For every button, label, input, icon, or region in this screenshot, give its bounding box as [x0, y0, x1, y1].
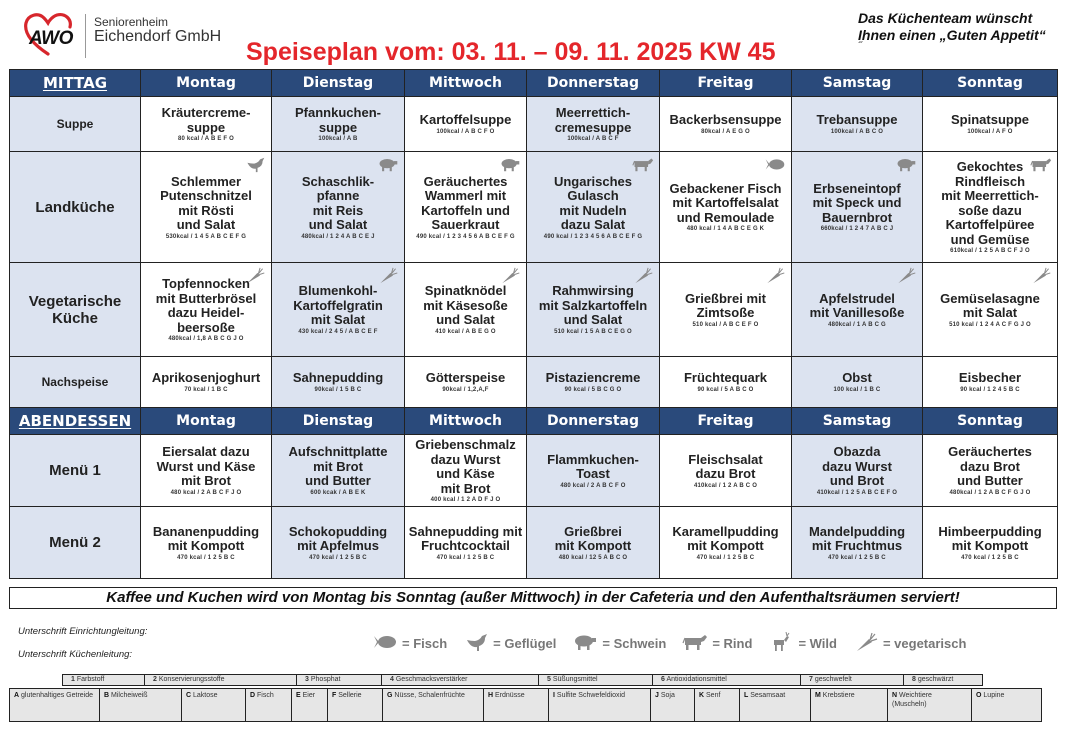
- carrot-icon: [377, 267, 399, 284]
- menu-table: [9, 69, 1058, 579]
- dish-nutrition-info: 660kcal / 1 2 4 7 A B C J: [820, 226, 894, 233]
- lunch-section-label: MITTAG: [10, 70, 141, 97]
- dish-nutrition-info: 470 kcal / 1 2 5 B C: [828, 554, 886, 561]
- day-header-freitag: Freitag: [660, 70, 792, 97]
- menu-cell-montag: [141, 97, 272, 152]
- pig-icon: [572, 632, 598, 655]
- dish-name: Trebansuppe: [816, 112, 898, 128]
- allergen-item: [695, 689, 740, 721]
- allergen-code: J: [655, 692, 659, 699]
- dish-name: Spinatsuppe: [950, 112, 1029, 128]
- dish-name: Sahnepudding mit Fruchtcocktail: [408, 523, 523, 553]
- additive-item: [297, 675, 382, 685]
- menu-cell-samstag: [792, 507, 923, 579]
- cow-icon: [682, 632, 708, 655]
- allergen-code: C: [186, 692, 192, 699]
- allergen-label: Sesamsaat: [750, 692, 786, 699]
- allergen-code: H: [488, 692, 494, 699]
- dish-nutrition-info: 490 kcal / 1 2 3 4 5 6 A B C E F G: [416, 233, 515, 240]
- dish-name: Schokopudding mit Apfelmus: [288, 523, 388, 553]
- allergen-code: A: [14, 692, 20, 699]
- dish-name: Aufschnittplatte mit Brot und Butter: [288, 444, 388, 489]
- menu-cell-mittwoch: [405, 357, 527, 408]
- greeting-extra: ˝: [858, 41, 862, 52]
- dish-name: Gebackener Fisch mit Kartoffelsalat und Remoulade: [669, 180, 782, 225]
- menu-cell-donnerstag: [527, 97, 660, 152]
- legend-item: [463, 632, 556, 655]
- pig-icon: [499, 156, 521, 173]
- allergen-code: B: [104, 692, 110, 699]
- awo-logo: [22, 12, 222, 58]
- menu-row: [10, 97, 1058, 152]
- menu-cell-mittwoch: [405, 263, 527, 357]
- page-title: Speiseplan vom: 03. 11. – 09. 11. 2025 KW 45: [246, 38, 776, 66]
- icon-legend: [372, 632, 976, 655]
- org-line2: Eichendorf GmbH: [94, 28, 222, 45]
- allergen-label: Fisch: [257, 692, 274, 699]
- dish-nutrition-info: 480 kcal / 2 A B C F O: [560, 482, 626, 489]
- row-label: [10, 357, 141, 408]
- dish-nutrition-info: 530kcal / 1 4 5 A B C E F G: [165, 233, 247, 240]
- menu-cell-dienstag: [272, 152, 405, 263]
- allergen-code: M: [815, 692, 821, 699]
- dish-name: Pistaziencreme: [545, 370, 641, 386]
- legend-label: = Schwein: [602, 636, 667, 651]
- additive-item: [539, 675, 653, 685]
- legend-label: = Wild: [798, 636, 837, 651]
- menu-row: [10, 435, 1058, 507]
- dish-nutrition-info: 490 kcal / 1 2 3 4 5 6 A B C E F G: [543, 233, 643, 240]
- lunch-header-row: [10, 70, 1058, 97]
- dish-nutrition-info: 480kcal / 1,8 A B C G J O: [168, 336, 244, 342]
- legend-label: = Fisch: [402, 636, 448, 651]
- dish-nutrition-info: 100kcal / A B C F O: [436, 128, 495, 135]
- additive-label: Phosphat: [310, 676, 341, 683]
- allergen-item: [10, 689, 100, 721]
- additive-code: 2: [153, 676, 157, 683]
- dish-nutrition-info: 480 kcal / 2 A B C F J O: [170, 489, 242, 496]
- additive-label: Antioxidationsmittel: [666, 676, 727, 683]
- additive-label: Süßungsmittel: [552, 676, 598, 683]
- day-header-samstag: Samstag: [792, 70, 923, 97]
- allergen-item: [972, 689, 1041, 721]
- dish-nutrition-info: 510 kcal / 1 5 A B C E G O: [554, 328, 632, 335]
- menu-cell-montag: [141, 152, 272, 263]
- dish-name: Grießbrei mit Zimtsoße: [685, 290, 766, 320]
- row-label: [10, 507, 141, 579]
- deer-icon: [768, 632, 794, 655]
- menu-cell-samstag: [792, 152, 923, 263]
- allergen-label: Lupine: [983, 692, 1005, 699]
- additive-code: 8: [912, 676, 916, 683]
- dish-nutrition-info: 470 kcal / 1 2 5 B C: [177, 554, 235, 561]
- dish-nutrition-info: 100kcal / A B: [318, 136, 358, 142]
- menu-cell-dienstag: [272, 435, 405, 507]
- row-label: [10, 435, 141, 507]
- allergen-item: [182, 689, 246, 721]
- dish-nutrition-info: 100kcal / A B C F: [567, 136, 619, 142]
- dish-nutrition-info: 100 kcal / 1 B C: [833, 386, 881, 393]
- dish-name: Topfennocken mit Butterbrösel dazu Heidel- beersoße: [155, 276, 257, 335]
- row-label: [10, 263, 141, 357]
- additive-code: 6: [661, 676, 665, 683]
- dish-name: Grießbrei mit Kompott: [554, 523, 632, 553]
- menu-cell-mittwoch: [405, 507, 527, 579]
- menu-cell-samstag: [792, 357, 923, 408]
- menu-cell-freitag: [660, 97, 792, 152]
- logo-text: AWO: [29, 28, 73, 49]
- dish-nutrition-info: 510 kcal / 1 2 4 A C F G J O: [949, 321, 1031, 328]
- menu-cell-mittwoch: [405, 152, 527, 263]
- day-header-donnerstag: Donnerstag: [527, 70, 660, 97]
- dish-name: Eiersalat dazu Wurst und Käse mit Brot: [156, 444, 256, 489]
- menu-cell-freitag: [660, 263, 792, 357]
- dish-name: Apfelstrudel mit Vanillesoße: [809, 290, 905, 320]
- cow-icon: [1030, 156, 1052, 173]
- carrot-icon: [853, 632, 879, 655]
- greeting-line1: Das Küchenteam wünscht: [858, 10, 1033, 26]
- additives-table: [62, 674, 983, 686]
- menu-cell-freitag: [660, 152, 792, 263]
- allergen-code: D: [250, 692, 256, 699]
- cow-icon: [632, 156, 654, 173]
- legend-item: [572, 632, 666, 655]
- additive-item: [904, 675, 982, 685]
- dish-nutrition-info: 480kcal / 1 A B C G: [828, 321, 886, 328]
- menu-row: [10, 152, 1058, 263]
- menu-cell-dienstag: [272, 97, 405, 152]
- allergen-code: E: [296, 692, 301, 699]
- allergen-code: G: [387, 692, 393, 699]
- dish-nutrition-info: 600 kcak / A B E K: [310, 489, 366, 496]
- additive-label: geschwefelt: [814, 676, 852, 683]
- dish-nutrition-info: 90kcal / 1 5 B C: [314, 386, 362, 393]
- dish-nutrition-info: 610kcal / 1 2 5 A B C F J O: [950, 248, 1030, 254]
- menu-row: [10, 507, 1058, 579]
- dish-nutrition-info: 80 kcal / A B E F O: [177, 136, 235, 142]
- dish-nutrition-info: 90 kcal / 1 2 4 5 B C: [960, 386, 1020, 393]
- row-label-text: Nachspeise: [41, 374, 109, 389]
- dish-name: Himbeerpudding mit Kompott: [938, 523, 1042, 553]
- dish-nutrition-info: 400 kcal / 1 2 A D F J O: [430, 497, 501, 503]
- allergen-label: Krebstiere: [822, 692, 855, 699]
- menu-cell-dienstag: [272, 263, 405, 357]
- dish-nutrition-info: 90 kcal / 5 A B C O: [697, 386, 754, 393]
- menu-cell-sonntag: [923, 97, 1058, 152]
- allergen-item: [740, 689, 811, 721]
- menu-cell-montag: [141, 263, 272, 357]
- greeting-line2: Ihnen einen „Guten Appetit“: [858, 27, 1046, 43]
- dish-name: Früchtequark: [683, 370, 768, 386]
- dish-name: Ungarisches Gulasch mit Nudeln dazu Salat: [553, 173, 633, 232]
- dish-nutrition-info: 480 kcal / 1 4 A B C E G K: [686, 226, 765, 233]
- dish-name: Götterspeise: [425, 370, 506, 386]
- dish-name: Aprikosenjoghurt: [151, 370, 261, 386]
- menu-cell-freitag: [660, 435, 792, 507]
- allergen-item: [811, 689, 888, 721]
- signature-facility-manager: Unterschrift Einrichtungleitung:: [18, 626, 148, 637]
- menu-row: [10, 263, 1058, 357]
- menu-cell-sonntag: [923, 507, 1058, 579]
- dish-name: Schlemmer Putenschnitzel mit Rösti und Salat: [160, 173, 252, 232]
- dish-nutrition-info: 70 kcal / 1 B C: [184, 386, 228, 393]
- legend-label: = Rind: [712, 636, 753, 651]
- pig-icon: [895, 156, 917, 173]
- dish-name: Schaschlik- pfanne mit Reis und Salat: [301, 173, 375, 232]
- dish-nutrition-info: 100kcal / A B C O: [830, 128, 884, 135]
- dish-nutrition-info: 470 kcal / 1 2 5 B C: [309, 554, 367, 561]
- allergen-label: Milcheiweiß: [111, 692, 148, 699]
- day-header-montag: Montag: [141, 70, 272, 97]
- dish-name: Pfannkuchen- suppe: [295, 105, 381, 135]
- legend-item: [853, 632, 966, 655]
- additive-code: 7: [809, 676, 813, 683]
- menu-cell-sonntag: [923, 357, 1058, 408]
- allergen-item: [292, 689, 328, 721]
- additive-label: geschwärzt: [917, 676, 954, 683]
- allergen-label: Soja: [660, 692, 675, 699]
- legend-label: = Geflügel: [493, 636, 557, 651]
- menu-cell-donnerstag: [527, 435, 660, 507]
- dish-name: Meerrettich- cremesuppe: [554, 105, 632, 135]
- dinner-header-row: [10, 408, 1058, 435]
- carrot-icon: [1030, 267, 1052, 284]
- row-label: [10, 152, 141, 263]
- dish-name: Kartoffelsuppe: [419, 112, 512, 128]
- additive-item: [801, 675, 904, 685]
- menu-cell-samstag: [792, 263, 923, 357]
- logo-divider: [85, 14, 86, 58]
- dish-name: Eisbecher: [958, 370, 1022, 386]
- menu-cell-montag: [141, 435, 272, 507]
- additive-code: 1: [71, 676, 75, 683]
- menu-cell-freitag: [660, 507, 792, 579]
- menu-cell-mittwoch: [405, 97, 527, 152]
- day-header-mittwoch: Mittwoch: [405, 408, 527, 435]
- row-label: [10, 97, 141, 152]
- dish-name: Mandelpudding mit Fruchtmus: [808, 523, 906, 553]
- dish-nutrition-info: 90kcal / 1,2,A,F: [442, 386, 489, 393]
- menu-cell-samstag: [792, 97, 923, 152]
- allergen-item: [651, 689, 695, 721]
- carrot-icon: [499, 267, 521, 284]
- carrot-icon: [244, 267, 266, 284]
- day-header-mittwoch: Mittwoch: [405, 70, 527, 97]
- greeting: [858, 10, 1046, 50]
- dish-nutrition-info: 470 kcal / 1 2 5 B C: [696, 554, 755, 561]
- allergen-label: Nüsse, Schalenfrüchte: [394, 692, 465, 699]
- allergen-item: [328, 689, 383, 721]
- row-label-text: Menü 2: [49, 534, 101, 551]
- allergen-label: glutenhaltiges Getreide: [21, 692, 94, 699]
- menu-cell-sonntag: [923, 152, 1058, 263]
- row-label-text: Landküche: [35, 198, 115, 216]
- allergen-code: O: [976, 692, 982, 699]
- allergen-label: Laktose: [193, 692, 218, 699]
- dish-name: Spinatknödel mit Käsesoße und Salat: [423, 283, 508, 328]
- dish-nutrition-info: 410kcal / 1 2 A B C O: [693, 482, 758, 489]
- additive-label: Geschmacksverstärker: [395, 676, 468, 683]
- allergen-item: [383, 689, 484, 721]
- menu-cell-donnerstag: [527, 263, 660, 357]
- menu-cell-donnerstag: [527, 152, 660, 263]
- dish-nutrition-info: 480kcal / 1 2 A B C F G J O: [949, 489, 1031, 496]
- day-header-dienstag: Dienstag: [272, 408, 405, 435]
- dish-name: Kräutercreme- suppe: [161, 105, 251, 135]
- menu-cell-montag: [141, 357, 272, 408]
- day-header-freitag: Freitag: [660, 408, 792, 435]
- dish-nutrition-info: 100kcal / A F O: [967, 128, 1013, 135]
- menu-cell-montag: [141, 507, 272, 579]
- menu-cell-donnerstag: [527, 507, 660, 579]
- dish-nutrition-info: 470 kcal / 1 2 5 B C: [961, 554, 1019, 561]
- coffee-notice: Kaffee und Kuchen wird von Montag bis Sonntag (außer Mittwoch) in der Cafeteria und den Aufenthaltsräumen serviert!: [9, 587, 1057, 609]
- menu-row: [10, 357, 1058, 408]
- day-header-dienstag: Dienstag: [272, 70, 405, 97]
- additive-code: 3: [305, 676, 309, 683]
- row-label-text: Menü 1: [49, 462, 101, 479]
- dish-name: Blumenkohl- Kartoffelgratin mit Salat: [293, 283, 383, 328]
- allergen-label: Erdnüsse: [495, 692, 525, 699]
- allergen-code: N: [892, 692, 898, 699]
- legend-label: = vegetarisch: [882, 636, 967, 651]
- dish-name: Obazda dazu Wurst und Brot: [822, 444, 892, 489]
- allergen-item: [484, 689, 549, 721]
- dish-nutrition-info: 510 kcal / A B C E F O: [692, 321, 759, 328]
- dish-name: Backerbsensuppe: [669, 112, 782, 128]
- dish-name: Gekochtes Rindfleisch mit Meerrettich- soße dazu Kartoffelpüree und Gemüse: [941, 159, 1039, 247]
- dish-nutrition-info: 430 kcal / 2 4 5 / A B C E F: [298, 328, 378, 335]
- fish-icon: [372, 632, 398, 655]
- pig-icon: [377, 156, 399, 173]
- dish-name: Flammkuchen- Toast: [547, 451, 639, 481]
- dish-name: Geräuchertes dazu Brot und Butter: [948, 444, 1032, 489]
- allergen-label: Eier: [302, 692, 316, 699]
- additive-item: [382, 675, 539, 685]
- org-line1: Seniorenheim: [94, 15, 169, 29]
- dinner-section: [10, 408, 1058, 579]
- dish-name: Fleischsalat dazu Brot: [688, 451, 763, 481]
- poultry-icon: [244, 156, 266, 173]
- allergen-code: L: [744, 692, 749, 699]
- day-header-samstag: Samstag: [792, 408, 923, 435]
- dish-name: Karamellpudding mit Kompott: [672, 523, 779, 553]
- allergen-item: [100, 689, 182, 721]
- carrot-icon: [895, 267, 917, 284]
- menu-cell-samstag: [792, 435, 923, 507]
- dish-name: Bananenpudding mit Kompott: [152, 523, 260, 553]
- fish-icon: [764, 156, 786, 173]
- signature-kitchen-manager: Unterschrift Küchenleitung:: [18, 649, 133, 660]
- carrot-icon: [632, 267, 654, 284]
- day-header-sonntag: Sonntag: [923, 408, 1058, 435]
- allergen-item: [246, 689, 292, 721]
- allergen-code: K: [699, 692, 705, 699]
- menu-cell-dienstag: [272, 357, 405, 408]
- legend-item: [682, 632, 752, 655]
- menu-cell-donnerstag: [527, 357, 660, 408]
- dish-name: Gemüselasagne mit Salat: [940, 290, 1040, 320]
- dish-nutrition-info: 410kcal / 1 2 5 A B C E F O: [816, 489, 898, 496]
- carrot-icon: [764, 267, 786, 284]
- allergen-item: [888, 689, 972, 721]
- menu-cell-freitag: [660, 357, 792, 408]
- dish-nutrition-info: 480 kcal / 12 5 A B C O: [558, 554, 628, 561]
- allergen-code: F: [332, 692, 337, 699]
- allergen-label: Sulfite Schwefeldioxid: [556, 692, 625, 699]
- dish-nutrition-info: 470 kcal / 1 2 5 B C: [436, 554, 495, 561]
- dish-name: Sahnepudding: [292, 370, 384, 386]
- day-header-donnerstag: Donnerstag: [527, 408, 660, 435]
- dinner-section-label: ABENDESSEN: [10, 408, 141, 435]
- poultry-icon: [463, 632, 489, 655]
- additive-label: Konservierungsstoffe: [158, 676, 225, 683]
- allergen-label: Weichtiere (Muscheln): [892, 692, 932, 708]
- day-header-sonntag: Sonntag: [923, 70, 1058, 97]
- dish-name: Geräuchertes Wammerl mit Kartoffeln und Sauerkraut: [421, 173, 510, 232]
- row-label-text: Vegetarische Küche: [28, 292, 122, 327]
- menu-cell-sonntag: [923, 263, 1058, 357]
- dish-name: Rahmwirsing mit Salzkartoffeln und Salat: [538, 283, 648, 328]
- legend-item: [372, 632, 447, 655]
- additive-code: 5: [547, 676, 551, 683]
- dish-nutrition-info: 80kcal / A E G O: [701, 128, 750, 135]
- dish-nutrition-info: 480kcal / 1 2 4 A B C E J: [301, 233, 375, 240]
- lunch-section: [10, 70, 1058, 408]
- allergens-table: [9, 688, 1042, 722]
- allergen-item: [549, 689, 651, 721]
- additive-item: [145, 675, 297, 685]
- allergen-label: Senf: [706, 692, 721, 699]
- dish-name: Obst: [842, 370, 872, 386]
- dish-nutrition-info: 90 kcal / 5 B C G O: [564, 386, 622, 393]
- allergen-code: I: [553, 692, 555, 699]
- additive-label: Farbstoff: [76, 676, 105, 683]
- dish-name: Erbseneintopf mit Speck und Bauernbrot: [812, 180, 902, 225]
- menu-cell-dienstag: [272, 507, 405, 579]
- additive-code: 4: [390, 676, 394, 683]
- menu-cell-mittwoch: [405, 435, 527, 507]
- legend-item: [768, 632, 837, 655]
- row-label-text: Suppe: [56, 116, 94, 131]
- additive-item: [653, 675, 801, 685]
- menu-cell-sonntag: [923, 435, 1058, 507]
- dish-name: Griebenschmalz dazu Wurst und Käse mit Brot: [415, 437, 516, 496]
- day-header-montag: Montag: [141, 408, 272, 435]
- allergen-label: Sellerie: [338, 692, 362, 699]
- additive-item: [63, 675, 145, 685]
- dish-nutrition-info: 410 kcal / A B E G O: [435, 328, 496, 335]
